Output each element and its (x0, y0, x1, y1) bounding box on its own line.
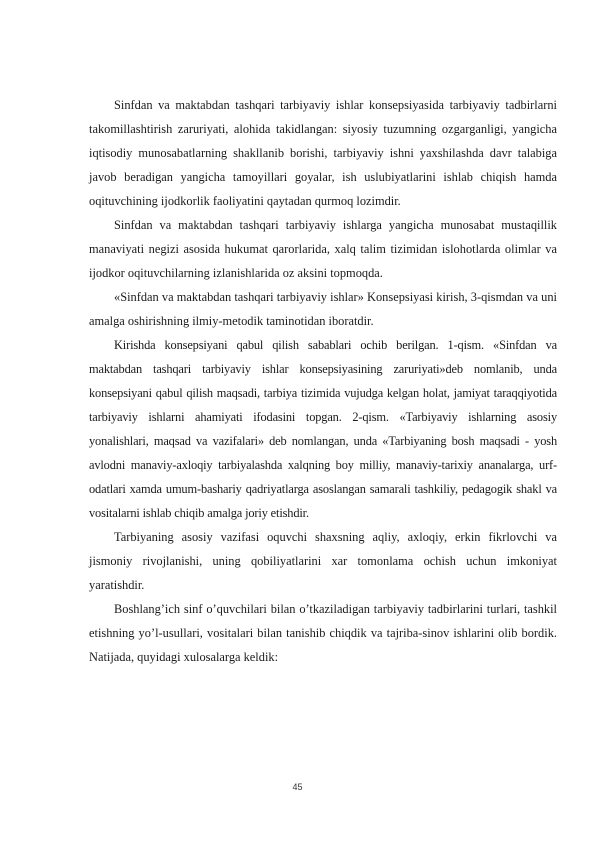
paragraph-concept-parts: Kirishda konsepsiyani qabul qilish sabablari ochib berilgan. 1-qism. «Sinfdan va maktabdan tashqari tarbiyaviy ishlar konsepsiyasining zaruriyati»deb nomlanib, unda konsepsiyani qabul qilish maqsadi, tarbiya tizimida vujudga kelgan holat, jamiyat taraqqiyotida tarbiyaviy ishlarni ahamiyati ifodasini topgan. 2-qism. «Tarbiyaviy ishlarning asosiy yonalishlari, maqsad va vazifalari» deb nomlangan, unda «Tarbiyaning bosh maqsadi - yosh avlodni manaviy-axloqiy tarbiyalashda xalqning boy milliy, manaviy-tarixiy ananalarga, urf-odatlari xamda umum-bashariy qadriyatlarga asoslangan samarali tashkiliy, pedagogik shakl va vositalarni ishlab chiqib amalga joriy etishdir. (89, 338, 557, 520)
paragraph-main-task: Tarbiyaning asosiy vazifasi oquvchi shaxsning aqliy, axloqiy, erkin fikrlovchi va jismoniy rivojlanishi, uning qobiliyatlarini xar tomonlama ochish uchun imkoniyat yaratishdir. (89, 530, 557, 592)
document-body (89, 93, 557, 669)
page-number: 45 (292, 782, 303, 792)
paragraph-new-attitude: Sinfdan va maktabdan tashqari tarbiyaviy ishlarga yangicha munosabat mustaqillik manaviyati negizi asosida hukumat qarorlarida, xalq talim tizimidan islohotlarda olimlar va ijodkor oqituvchilarning izlanishlarida oz aksini topmoqda. (89, 218, 557, 280)
paragraph-conclusion-lead: Boshlang’ich sinf o’quvchilari bilan o’tkaziladigan tarbiyaviy tadbirlarini turlari, tashkil etishning yo’l-usullari, vositalari bilan tanishib chiqdik va tajriba-sinov ishlarini olib bordik. Natijada, quyidagi xulosalarga keldik: (89, 602, 557, 664)
paragraph-concept-structure: «Sinfdan va maktabdan tashqari tarbiyaviy ishlar» Konsepsiyasi kirish, 3-qismdan va uni amalga oshirishning ilmiy-metodik taminotidan iboratdir. (89, 290, 557, 328)
paragraph-concept-intro: Sinfdan va maktabdan tashqari tarbiyaviy ishlar konsepsiyasida tarbiyaviy tadbirlarni takomillashtirish zaruriyati, alohida takidlangan: siyosiy tuzumning ozgarganligi, yangicha iqtisodiy munosabatlarning shakllanib borishi, tarbiyaviy ishni yaxshilashda davr talabiga javob beradigan yangicha tamoyillari goyalar, ish uslubiyatlarini ishlab chiqish hamda oqituvchining ijodkorlik faoliyatini qaytadan qurmoq lozimdir. (89, 98, 557, 208)
